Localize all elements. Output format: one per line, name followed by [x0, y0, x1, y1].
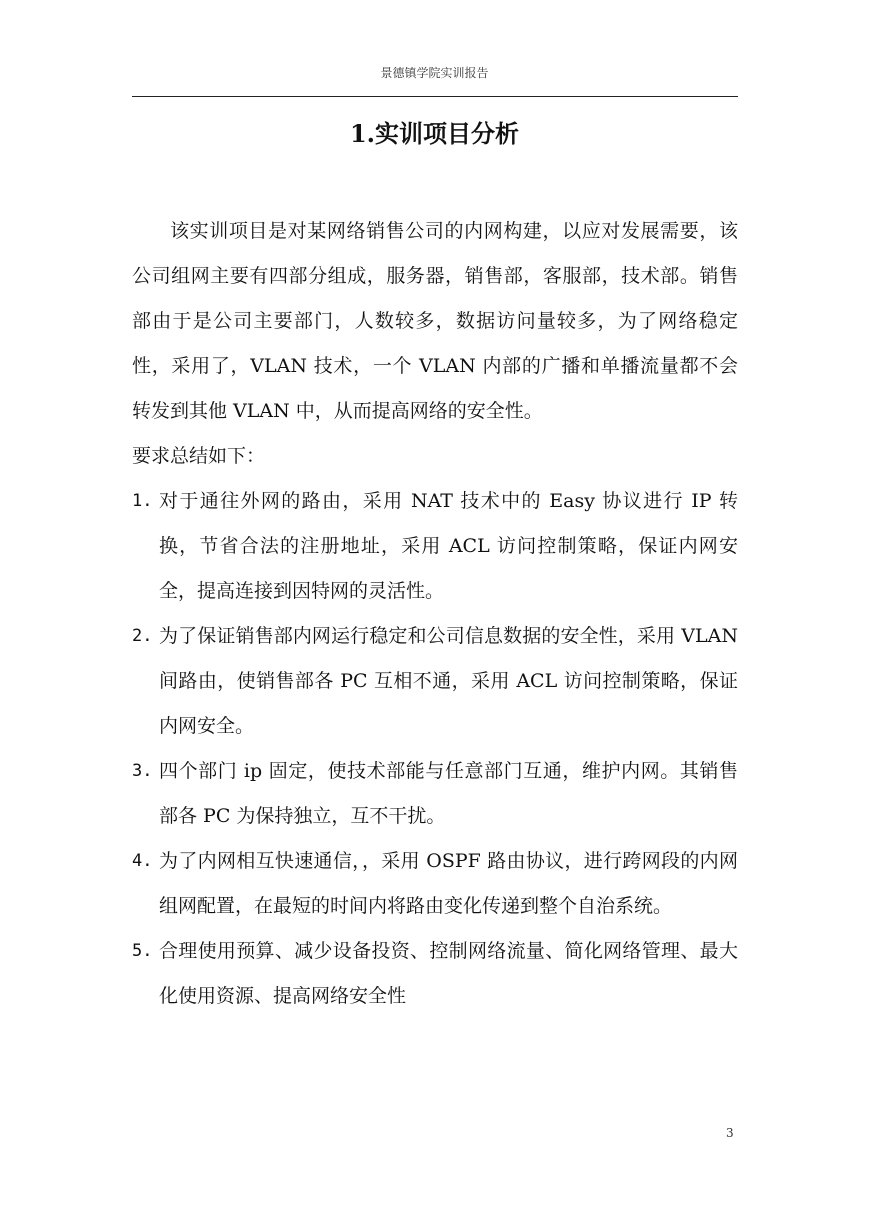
requirement-text: 为了内网相互快速通信，，采用 OSPF 路由协议，进行跨网段的内网组网配置，在最短的时间内将路由变化传递到整个自治系统。: [159, 850, 738, 917]
requirement-item-2: [132, 614, 738, 749]
requirement-number: 5.: [132, 941, 153, 961]
requirement-number: 3.: [132, 761, 153, 781]
header-divider: [132, 96, 738, 97]
intro-paragraph: 该实训项目是对某网络销售公司的内网构建，以应对发展需要，该公司组网主要有四部分组成，服务器，销售部，客服部，技术部。销售部由于是公司主要部门，人数较多，数据访问量较多，为了网络稳定性，采用了，VLAN 技术，一个 VLAN 内部的广播和单播流量都不会转发到其他 VLAN 中，从而提高网络的安全性。: [132, 220, 738, 422]
requirement-text: 合理使用预算、减少设备投资、控制网络流量、简化网络管理、最大化使用资源、提高网络安全性: [159, 940, 738, 1007]
section-title: 1.实训项目分析: [349, 119, 520, 148]
requirement-number: 1.: [132, 491, 153, 511]
requirements-heading: 要求总结如下：: [132, 445, 266, 467]
requirement-number: 4.: [132, 851, 153, 871]
page-header: 景德镇学院实训报告: [380, 66, 489, 80]
requirement-item-3: [132, 749, 738, 839]
requirement-text: 四个部门 ip 固定，使技术部能与任意部门互通，维护内网。其销售部各 PC 为保持独立，互不干扰。: [159, 760, 738, 827]
requirement-text: 为了保证销售部内网运行稳定和公司信息数据的安全性，采用 VLAN 间路由，使销售部各 PC 互相不通，采用 ACL 访问控制策略，保证内网安全。: [159, 625, 738, 737]
requirements-list: [132, 479, 738, 1019]
page-number: 3: [726, 1126, 734, 1140]
requirement-item-4: [132, 839, 738, 929]
requirement-number: 2.: [132, 626, 153, 646]
requirement-text: 对于通往外网的路由，采用 NAT 技术中的 Easy 协议进行 IP 转换，节省合法的注册地址，采用 ACL 访问控制策略，保证内网安全，提高连接到因特网的灵活性。: [159, 490, 738, 602]
requirement-item-5: [132, 929, 738, 1019]
requirement-item-1: [132, 479, 738, 614]
